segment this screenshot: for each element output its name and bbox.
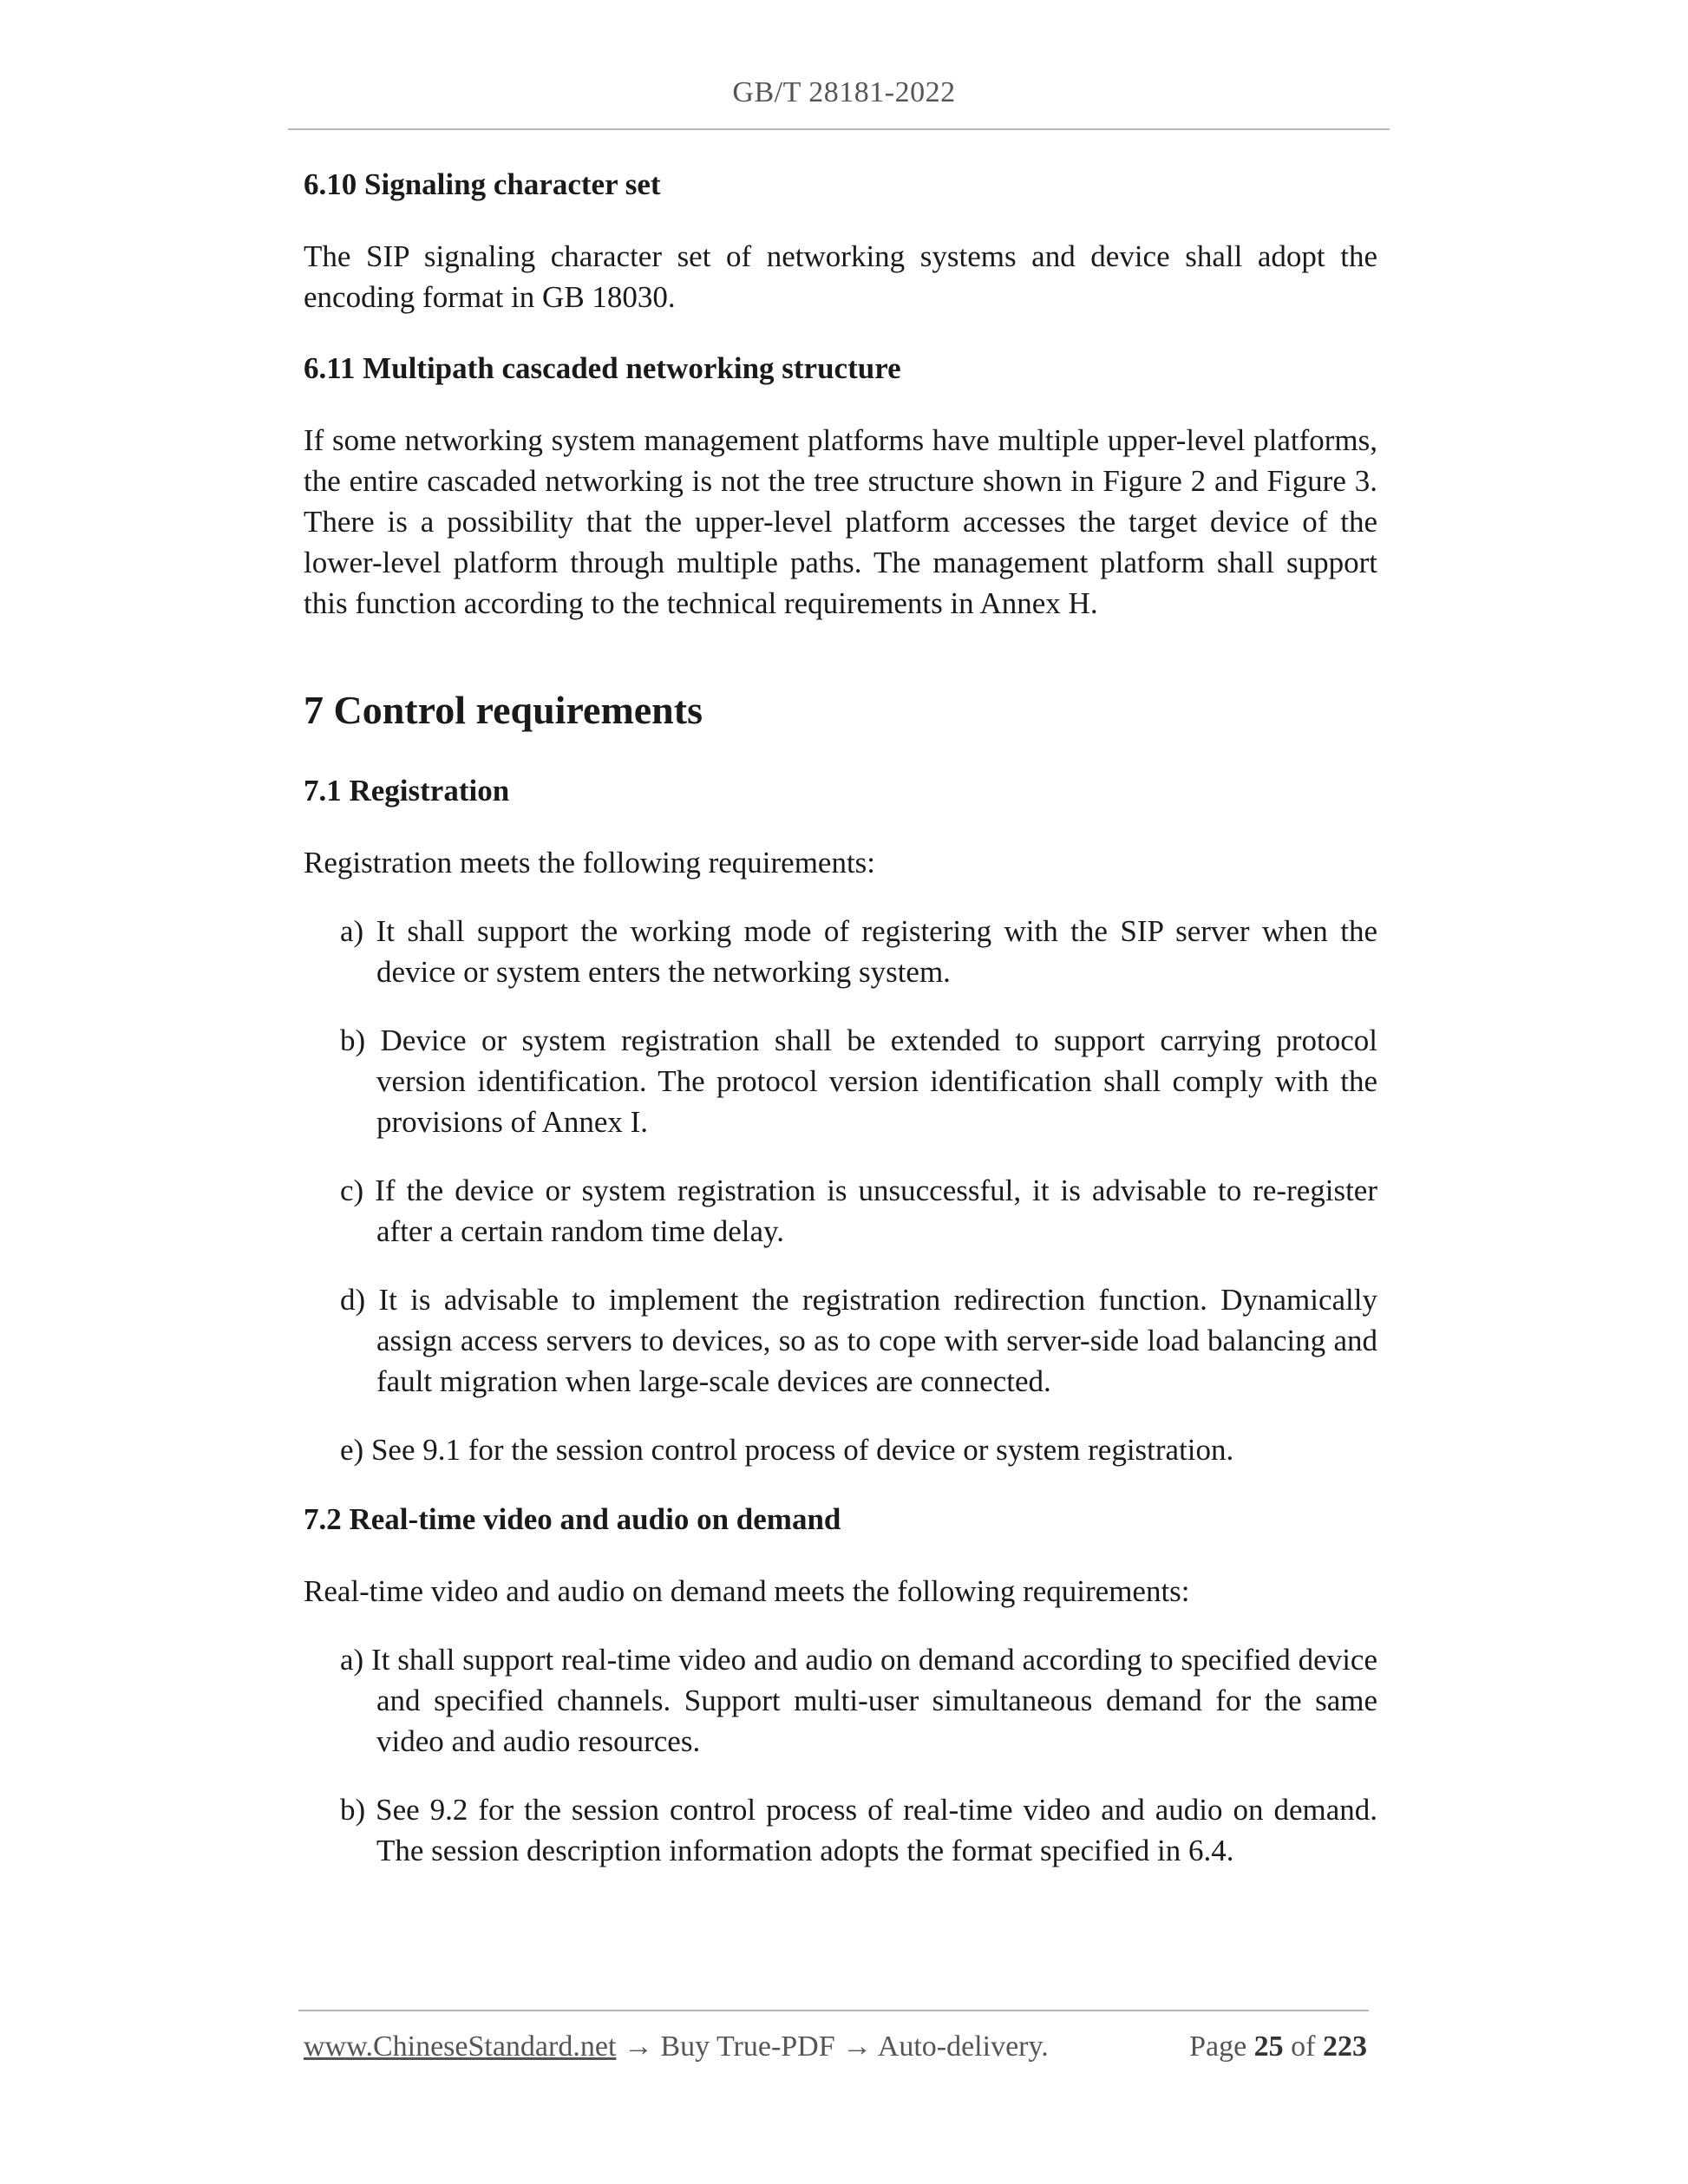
footer-promo: [304, 2028, 1049, 2066]
section-7-1-intro: Registration meets the following requirements:: [304, 846, 876, 879]
section-7-2-heading: 7.2 Real-time video and audio on demand: [304, 1502, 841, 1536]
list-item: e) See 9.1 for the session control process of device or system registration.: [340, 1433, 1234, 1467]
header-divider: [288, 128, 1390, 130]
arrow-right-icon: →: [834, 2030, 878, 2063]
page-of-label: of: [1283, 2030, 1323, 2063]
arrow-right-icon: →: [616, 2030, 661, 2063]
page-label: Page: [1189, 2030, 1254, 2063]
buy-pdf-text: Buy True-PDF: [660, 2030, 835, 2063]
list-item: d) It is advisable to implement the registration redirection function. Dynamically assign access servers to devices, so as to cope with server-side load balancing and fault migration when large-scale devices are connected.: [340, 1283, 1377, 1398]
list-item: c) If the device or system registration is unsuccessful, it is advisable to re-register after a certain random time delay.: [340, 1174, 1377, 1248]
section-6-10-heading: 6.10 Signaling character set: [304, 167, 661, 201]
current-page: 25: [1253, 2030, 1284, 2063]
page-number: [1189, 2028, 1367, 2066]
section-7-1-heading: 7.1 Registration: [304, 774, 510, 808]
section-6-10-body: The SIP signaling character set of networking systems and device shall adopt the encoding format in GB 18030.: [304, 239, 1377, 314]
auto-delivery-text: Auto-delivery.: [877, 2030, 1049, 2063]
list-item: b) Device or system registration shall be extended to support carrying protocol version identification. The protocol version identification shall comply with the provisions of Annex I.: [340, 1023, 1377, 1139]
list-item: a) It shall support real-time video and audio on demand according to specified device and specified channels. Support multi-user simultaneous demand for the same video and audio resources.: [340, 1643, 1377, 1758]
section-6-11-heading: 6.11 Multipath cascaded networking structure: [304, 351, 901, 385]
list-item: b) See 9.2 for the session control process of real-time video and audio on demand. The session description information adopts the format specified in 6.4.: [340, 1793, 1377, 1867]
list-item: a) It shall support the working mode of registering with the SIP server when the device or system enters the networking system.: [340, 914, 1377, 989]
section-6-11-body: If some networking system management platforms have multiple upper-level platforms, the entire cascaded networking is not the tree structure shown in Figure 2 and Figure 3. There is a possibility that the upper-level platform accesses the target device of the lower-level platform through multiple paths. The management platform shall support this function according to the technical requirements in Annex H.: [304, 423, 1377, 620]
footer-divider: [298, 2010, 1369, 2011]
chapter-7-heading: 7 Control requirements: [304, 688, 703, 732]
total-pages: 223: [1323, 2030, 1367, 2063]
page-content: [304, 163, 1377, 1871]
section-7-2-intro: Real-time video and audio on demand meets the following requirements:: [304, 1574, 1190, 1608]
site-link[interactable]: www.ChineseStandard.net: [304, 2030, 617, 2063]
running-header: GB/T 28181-2022: [732, 76, 956, 108]
